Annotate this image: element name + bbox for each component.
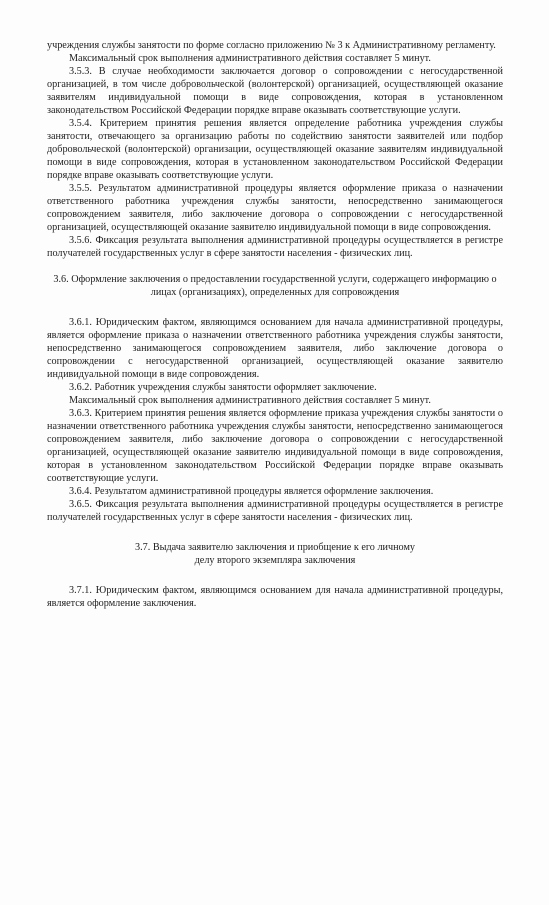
paragraph-3-5-4: 3.5.4. Критерием принятия решения является определение работника учреждения службы занятости, отвечающего за организацию работы по содействию занятости заявителей или подбор добровольческой (волонтерской) организации, осуществляющей оказание заявителям индивидуальной помощи в виде сопровождения, которая в установленном законодательством Российской Федерации порядке вправе оказывать соответствующие услуги.	[47, 118, 503, 181]
section-3-6-heading: 3.6. Оформление заключения о предоставлении государственной услуги, содержащего информацию о лицах (организациях), определенных для сопровождения	[53, 274, 497, 298]
paragraph-3-6-1: 3.6.1. Юридическим фактом, являющимся основанием для начала административной процедуры, является оформление приказа о назначении ответственного работника учреждения службы занятости, непосредственно занимающегося сопровождением заявителя, либо заключение договора о сопровождении с негосударственной организацией, осуществляющей оказание заявителю индивидуальной помощи в виде сопровождения.	[47, 317, 503, 380]
paragraph-3-6-4: 3.6.4. Результатом административной процедуры является оформление заключения.	[69, 486, 434, 497]
spacer	[47, 567, 503, 584]
paragraph-3-6-3: 3.6.3. Критерием принятия решения является оформление приказа учреждения службы занятости о назначении ответственного работника учреждения службы занятости, непосредственно занимающегося сопровождением заявителя, либо заключение договора о сопровождении с негосударственной организацией, осуществляющей оказание заявителю индивидуальной помощи в виде сопровождения, которая в установленном законодательством Российской Федерации порядке вправе оказывать соответствующие услуги.	[47, 408, 503, 484]
spacer	[47, 260, 503, 273]
section-3-7-heading-line-2: делу второго экземпляра заключения	[194, 555, 356, 566]
paragraph-3-6-2: 3.6.2. Работник учреждения службы занятости оформляет заключение.	[69, 382, 377, 393]
paragraph-3-5-3: 3.5.3. В случае необходимости заключается договор о сопровождении с негосударственной организацией, в том числе добровольческой (волонтерской) организацией, осуществляющей оказание заявителям индивидуальной помощи в виде сопровождения, которая в установленном законодательством Российской Федерации порядке вправе оказывать соответствующие услуги.	[47, 66, 503, 116]
spacer	[47, 524, 503, 541]
paragraph-3-5-6: 3.5.6. Фиксация результата выполнения административной процедуры осуществляется в регистре получателей государственных услуг в сфере занятости населения - физических лиц.	[47, 235, 503, 259]
paragraph-continuation: учреждения службы занятости по форме согласно приложению № 3 к Административному регламенту.	[47, 40, 496, 51]
paragraph-max-time-2: Максимальный срок выполнения административного действия составляет 5 минут.	[69, 395, 431, 406]
paragraph-3-7-1: 3.7.1. Юридическим фактом, являющимся основанием для начала административной процедуры, является оформление заключения.	[47, 585, 503, 609]
paragraph-3-5-5: 3.5.5. Результатом административной процедуры является оформление приказа о назначении ответственного работника учреждения службы занятости, непосредственно занимающегося сопровождением заявителя, либо заключение договора о сопровождении с негосударственной организацией, осуществляющей оказание заявителю индивидуальной помощи в виде сопровождения.	[47, 183, 503, 233]
document-body	[47, 39, 503, 610]
paragraph-max-time-1: Максимальный срок выполнения административного действия составляет 5 минут.	[69, 53, 431, 64]
paragraph-3-6-5: 3.6.5. Фиксация результата выполнения административной процедуры осуществляется в регистре получателей государственных услуг в сфере занятости населения - физических лиц.	[47, 499, 503, 523]
spacer	[47, 299, 503, 316]
section-3-7-heading-line-1: 3.7. Выдача заявителю заключения и приобщение к его личному	[135, 542, 415, 553]
